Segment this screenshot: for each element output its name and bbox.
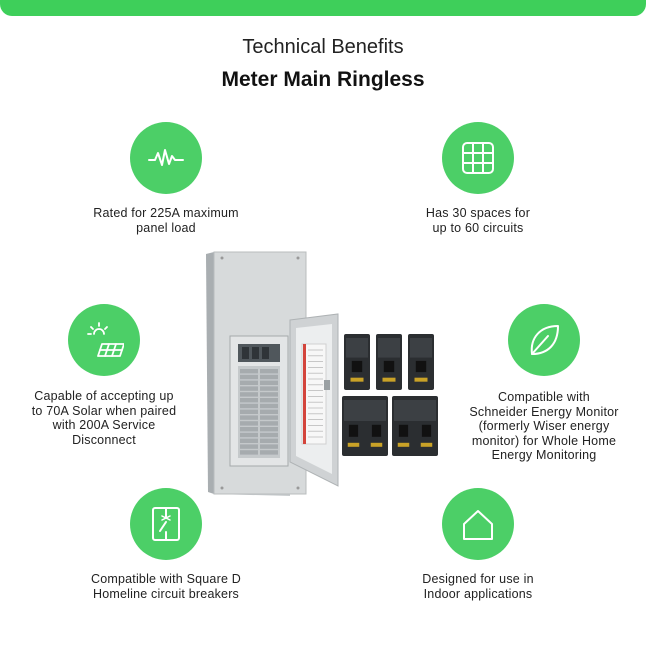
- breaker-slot: [260, 433, 278, 437]
- breaker-slot: [260, 415, 278, 419]
- feature-icon-circle: [68, 304, 140, 376]
- leaf-icon: [524, 320, 564, 360]
- breaker-label: [398, 443, 410, 447]
- page-title: Technical Benefits: [242, 36, 404, 58]
- breaker-slot: [260, 439, 278, 443]
- feature-icon-circle: [130, 122, 202, 194]
- pulse-icon: [146, 138, 186, 178]
- breaker-face: [394, 400, 436, 421]
- breaker-label: [421, 443, 433, 447]
- breaker-slot: [240, 427, 258, 431]
- breaker-handle: [416, 361, 426, 372]
- feature-rated-load: [76, 122, 256, 235]
- feature-indoor: [388, 488, 568, 601]
- breaker-face: [378, 338, 400, 358]
- breaker-slot: [240, 375, 258, 379]
- breaker-slot: [260, 444, 278, 448]
- feature-solar: [14, 304, 194, 447]
- breaker-slot: [260, 421, 278, 425]
- breaker-slot: [260, 398, 278, 402]
- breaker-slot: [240, 444, 258, 448]
- breaker-slot: [260, 375, 278, 379]
- breaker-slot: [240, 381, 258, 385]
- feature-icon-circle: [130, 488, 202, 560]
- breaker-slot: [240, 404, 258, 408]
- breaker-slot: [240, 398, 258, 402]
- breaker-slot: [240, 410, 258, 414]
- breaker-slot: [260, 450, 278, 454]
- breaker-slot: [240, 392, 258, 396]
- feature-energy-monitor: [446, 304, 642, 463]
- breaker-handle: [422, 425, 431, 437]
- feature-text: Compatible with Square D Homeline circuit breakers: [90, 572, 241, 601]
- breaker-slot: [240, 386, 258, 390]
- grid-icon: [458, 138, 498, 178]
- breaker-slot: [240, 421, 258, 425]
- breaker-handle: [352, 361, 362, 372]
- feature-breakers: [76, 488, 256, 601]
- breaker-slot: [260, 386, 278, 390]
- feature-spaces: [388, 122, 568, 235]
- breaker-slot: [260, 369, 278, 373]
- breaker-face: [410, 338, 432, 358]
- feature-text: Designed for use in Indoor applications: [422, 572, 534, 601]
- breaker-slot: [260, 404, 278, 408]
- feature-text: Compatible with Schneider Energy Monitor (formerly Wiser energy monitor) for Whole Home Energy Monitoring: [469, 390, 619, 462]
- breaker-slot: [240, 439, 258, 443]
- feature-icon-circle: [442, 122, 514, 194]
- breaker-label: [351, 378, 364, 382]
- solar-panel-icon: [84, 320, 124, 360]
- breaker-face: [344, 400, 386, 421]
- breaker-slot: [240, 369, 258, 373]
- breaker-slot: [260, 410, 278, 414]
- breaker-slot: [240, 433, 258, 437]
- breaker-handle: [372, 425, 381, 437]
- feature-icon-circle: [442, 488, 514, 560]
- top-accent-bar: [0, 0, 646, 16]
- page-subtitle: Meter Main Ringless: [221, 68, 425, 91]
- breaker-handle: [349, 425, 358, 437]
- breaker-label: [415, 378, 428, 382]
- breaker-label: [348, 443, 360, 447]
- breaker-slot: [240, 450, 258, 454]
- breaker-slot: [260, 381, 278, 385]
- breaker-handle: [384, 361, 394, 372]
- breaker-label: [383, 378, 396, 382]
- breaker-face: [346, 338, 368, 358]
- breaker-slot: [240, 415, 258, 419]
- breaker-handle: [399, 425, 408, 437]
- feature-text: Has 30 spaces for up to 60 circuits: [425, 206, 531, 235]
- breakers-group: [342, 334, 438, 456]
- circuit-breaker-icon: [146, 504, 186, 544]
- breaker-slot: [260, 427, 278, 431]
- feature-text: Capable of accepting up to 70A Solar when paired with 200A Service Disconnect: [31, 389, 177, 447]
- feature-icon-circle: [508, 304, 580, 376]
- panel-door: [290, 314, 338, 486]
- feature-text: Rated for 225A maximum panel load: [93, 206, 239, 235]
- breaker-label: [371, 443, 383, 447]
- product-image: [202, 248, 446, 498]
- house-icon: [458, 504, 498, 544]
- breaker-slot: [260, 392, 278, 396]
